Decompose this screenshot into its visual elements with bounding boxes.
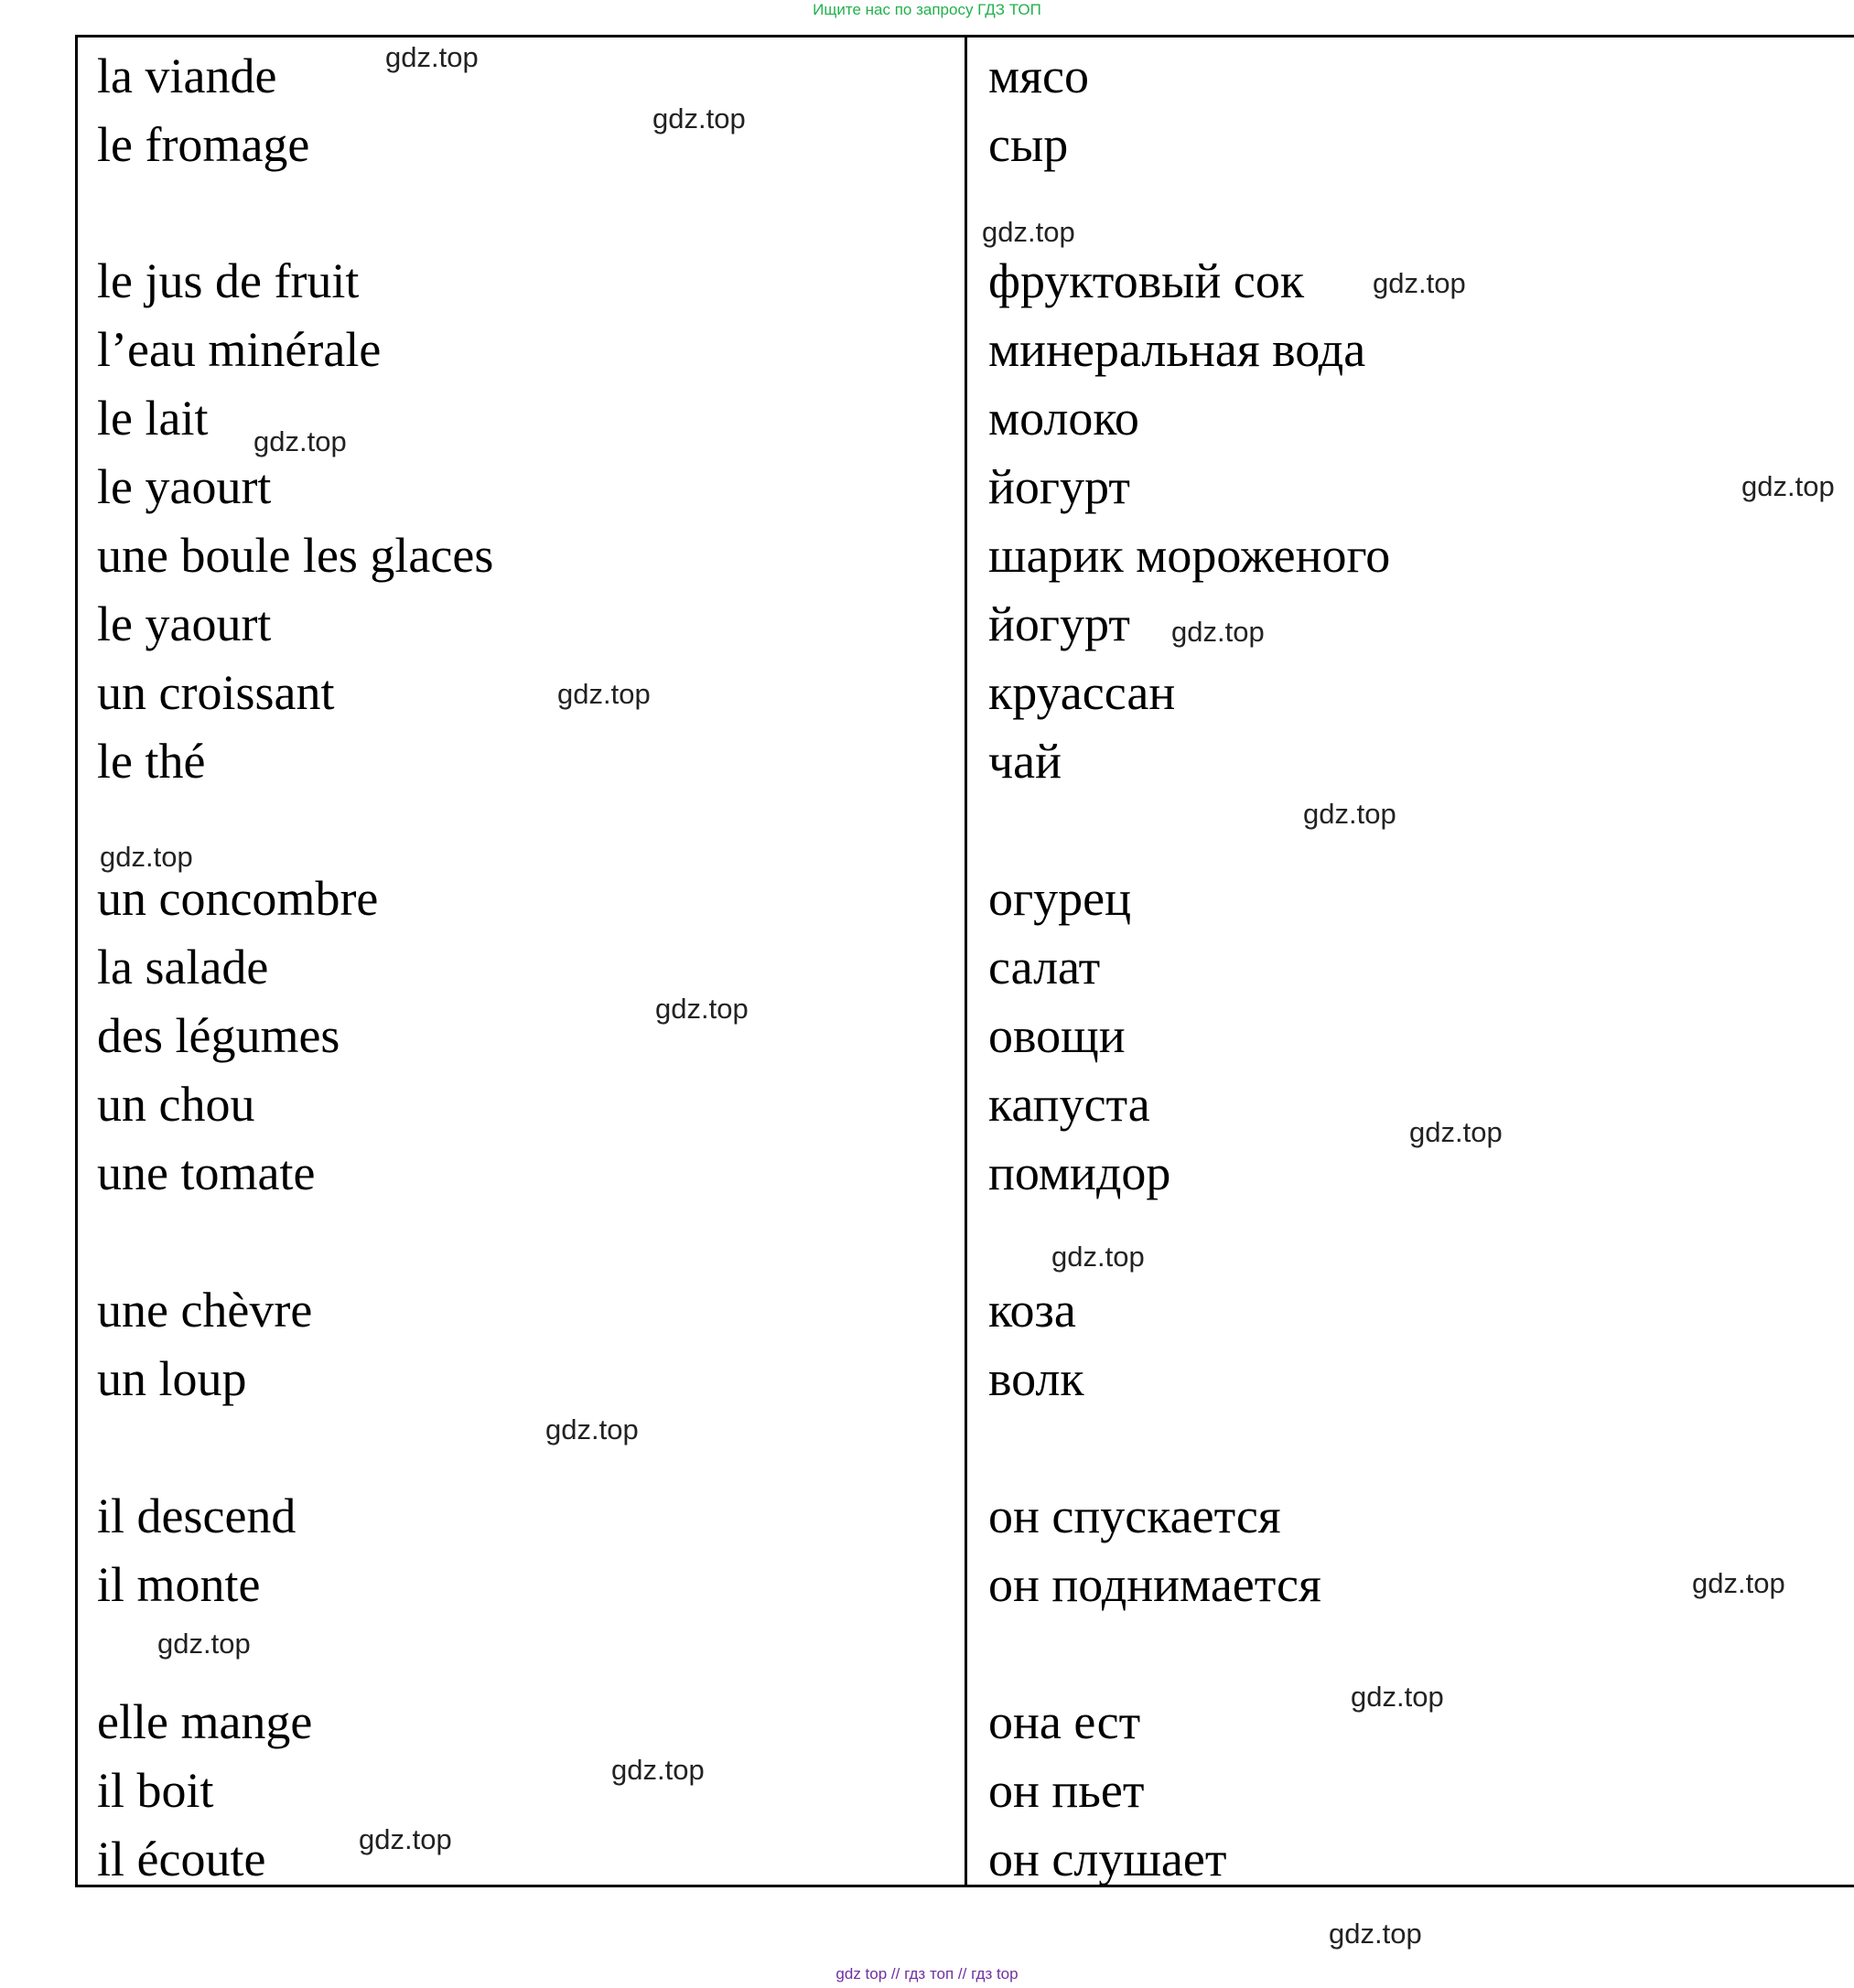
watermark: gdz.top — [611, 1754, 705, 1786]
russian-translation: фруктовый сок — [988, 253, 1305, 308]
russian-translation: он поднимается — [988, 1557, 1321, 1612]
watermark: gdz.top — [982, 216, 1075, 248]
watermark: gdz.top — [655, 993, 749, 1025]
watermark: gdz.top — [652, 102, 746, 134]
russian-translation: круассан — [988, 665, 1176, 720]
watermark: gdz.top — [157, 1628, 251, 1660]
french-word: un concombre — [97, 871, 379, 926]
watermark: gdz.top — [1051, 1241, 1145, 1273]
watermark: gdz.top — [1171, 616, 1265, 648]
watermark: gdz.top — [385, 41, 479, 73]
top-banner: Ищите нас по запросу ГДЗ ТОП — [813, 1, 1041, 18]
russian-translation: овощи — [988, 1008, 1126, 1063]
french-word: il monte — [97, 1557, 261, 1612]
french-word: une chèvre — [97, 1283, 313, 1338]
watermark: gdz.top — [1373, 267, 1466, 299]
french-word: le lait — [97, 391, 209, 446]
watermark: gdz.top — [1409, 1116, 1503, 1148]
russian-translation: капуста — [988, 1077, 1150, 1132]
russian-translation: мясо — [988, 48, 1089, 103]
french-word: il boit — [97, 1763, 214, 1818]
french-word: un croissant — [97, 665, 335, 720]
russian-translation: он слушает — [988, 1832, 1227, 1886]
russian-translation: помидор — [988, 1145, 1171, 1200]
watermark: gdz.top — [1351, 1681, 1444, 1713]
french-word: le fromage — [97, 117, 310, 172]
russian-translation: шарик мороженого — [988, 528, 1391, 583]
french-word: une boule les glaces — [97, 528, 494, 583]
watermark: gdz.top — [1692, 1567, 1785, 1599]
french-word: le thé — [97, 734, 206, 789]
russian-translation: йогурт — [988, 459, 1130, 514]
french-word: un loup — [97, 1351, 247, 1406]
russian-translation: йогурт — [988, 596, 1130, 651]
watermark: gdz.top — [1303, 798, 1396, 830]
french-word: un chou — [97, 1077, 255, 1132]
french-word: la salade — [97, 940, 269, 994]
russian-translation: она ест — [988, 1694, 1141, 1749]
french-word: une tomate — [97, 1145, 316, 1200]
french-word: il écoute — [97, 1832, 266, 1886]
watermark: gdz.top — [1741, 470, 1835, 502]
russian-translation: молоко — [988, 391, 1139, 446]
watermark: gdz.top — [1329, 1918, 1422, 1950]
french-word: le yaourt — [97, 459, 272, 514]
french-word: le yaourt — [97, 596, 272, 651]
french-word: elle mange — [97, 1694, 313, 1749]
russian-translation: волк — [988, 1351, 1084, 1406]
watermark: gdz.top — [100, 841, 193, 873]
russian-translation: он спускается — [988, 1488, 1281, 1543]
column-divider — [965, 35, 967, 1887]
footer-links: gdz top // гдз топ // гдз top — [835, 1965, 1019, 1983]
russian-translation: он пьет — [988, 1763, 1145, 1818]
french-word: des légumes — [97, 1008, 340, 1063]
french-word: la viande — [97, 48, 277, 103]
watermark: gdz.top — [545, 1413, 639, 1445]
russian-translation: чай — [988, 734, 1062, 789]
russian-translation: огурец — [988, 871, 1132, 926]
french-word: l’eau minérale — [97, 322, 382, 377]
russian-translation: коза — [988, 1283, 1076, 1338]
watermark: gdz.top — [557, 678, 651, 710]
french-word: il descend — [97, 1488, 296, 1543]
russian-translation: минеральная вода — [988, 322, 1366, 377]
french-word: le jus de fruit — [97, 253, 360, 308]
russian-translation: сыр — [988, 117, 1069, 172]
watermark: gdz.top — [359, 1823, 452, 1855]
watermark: gdz.top — [253, 425, 347, 457]
russian-translation: салат — [988, 940, 1101, 994]
